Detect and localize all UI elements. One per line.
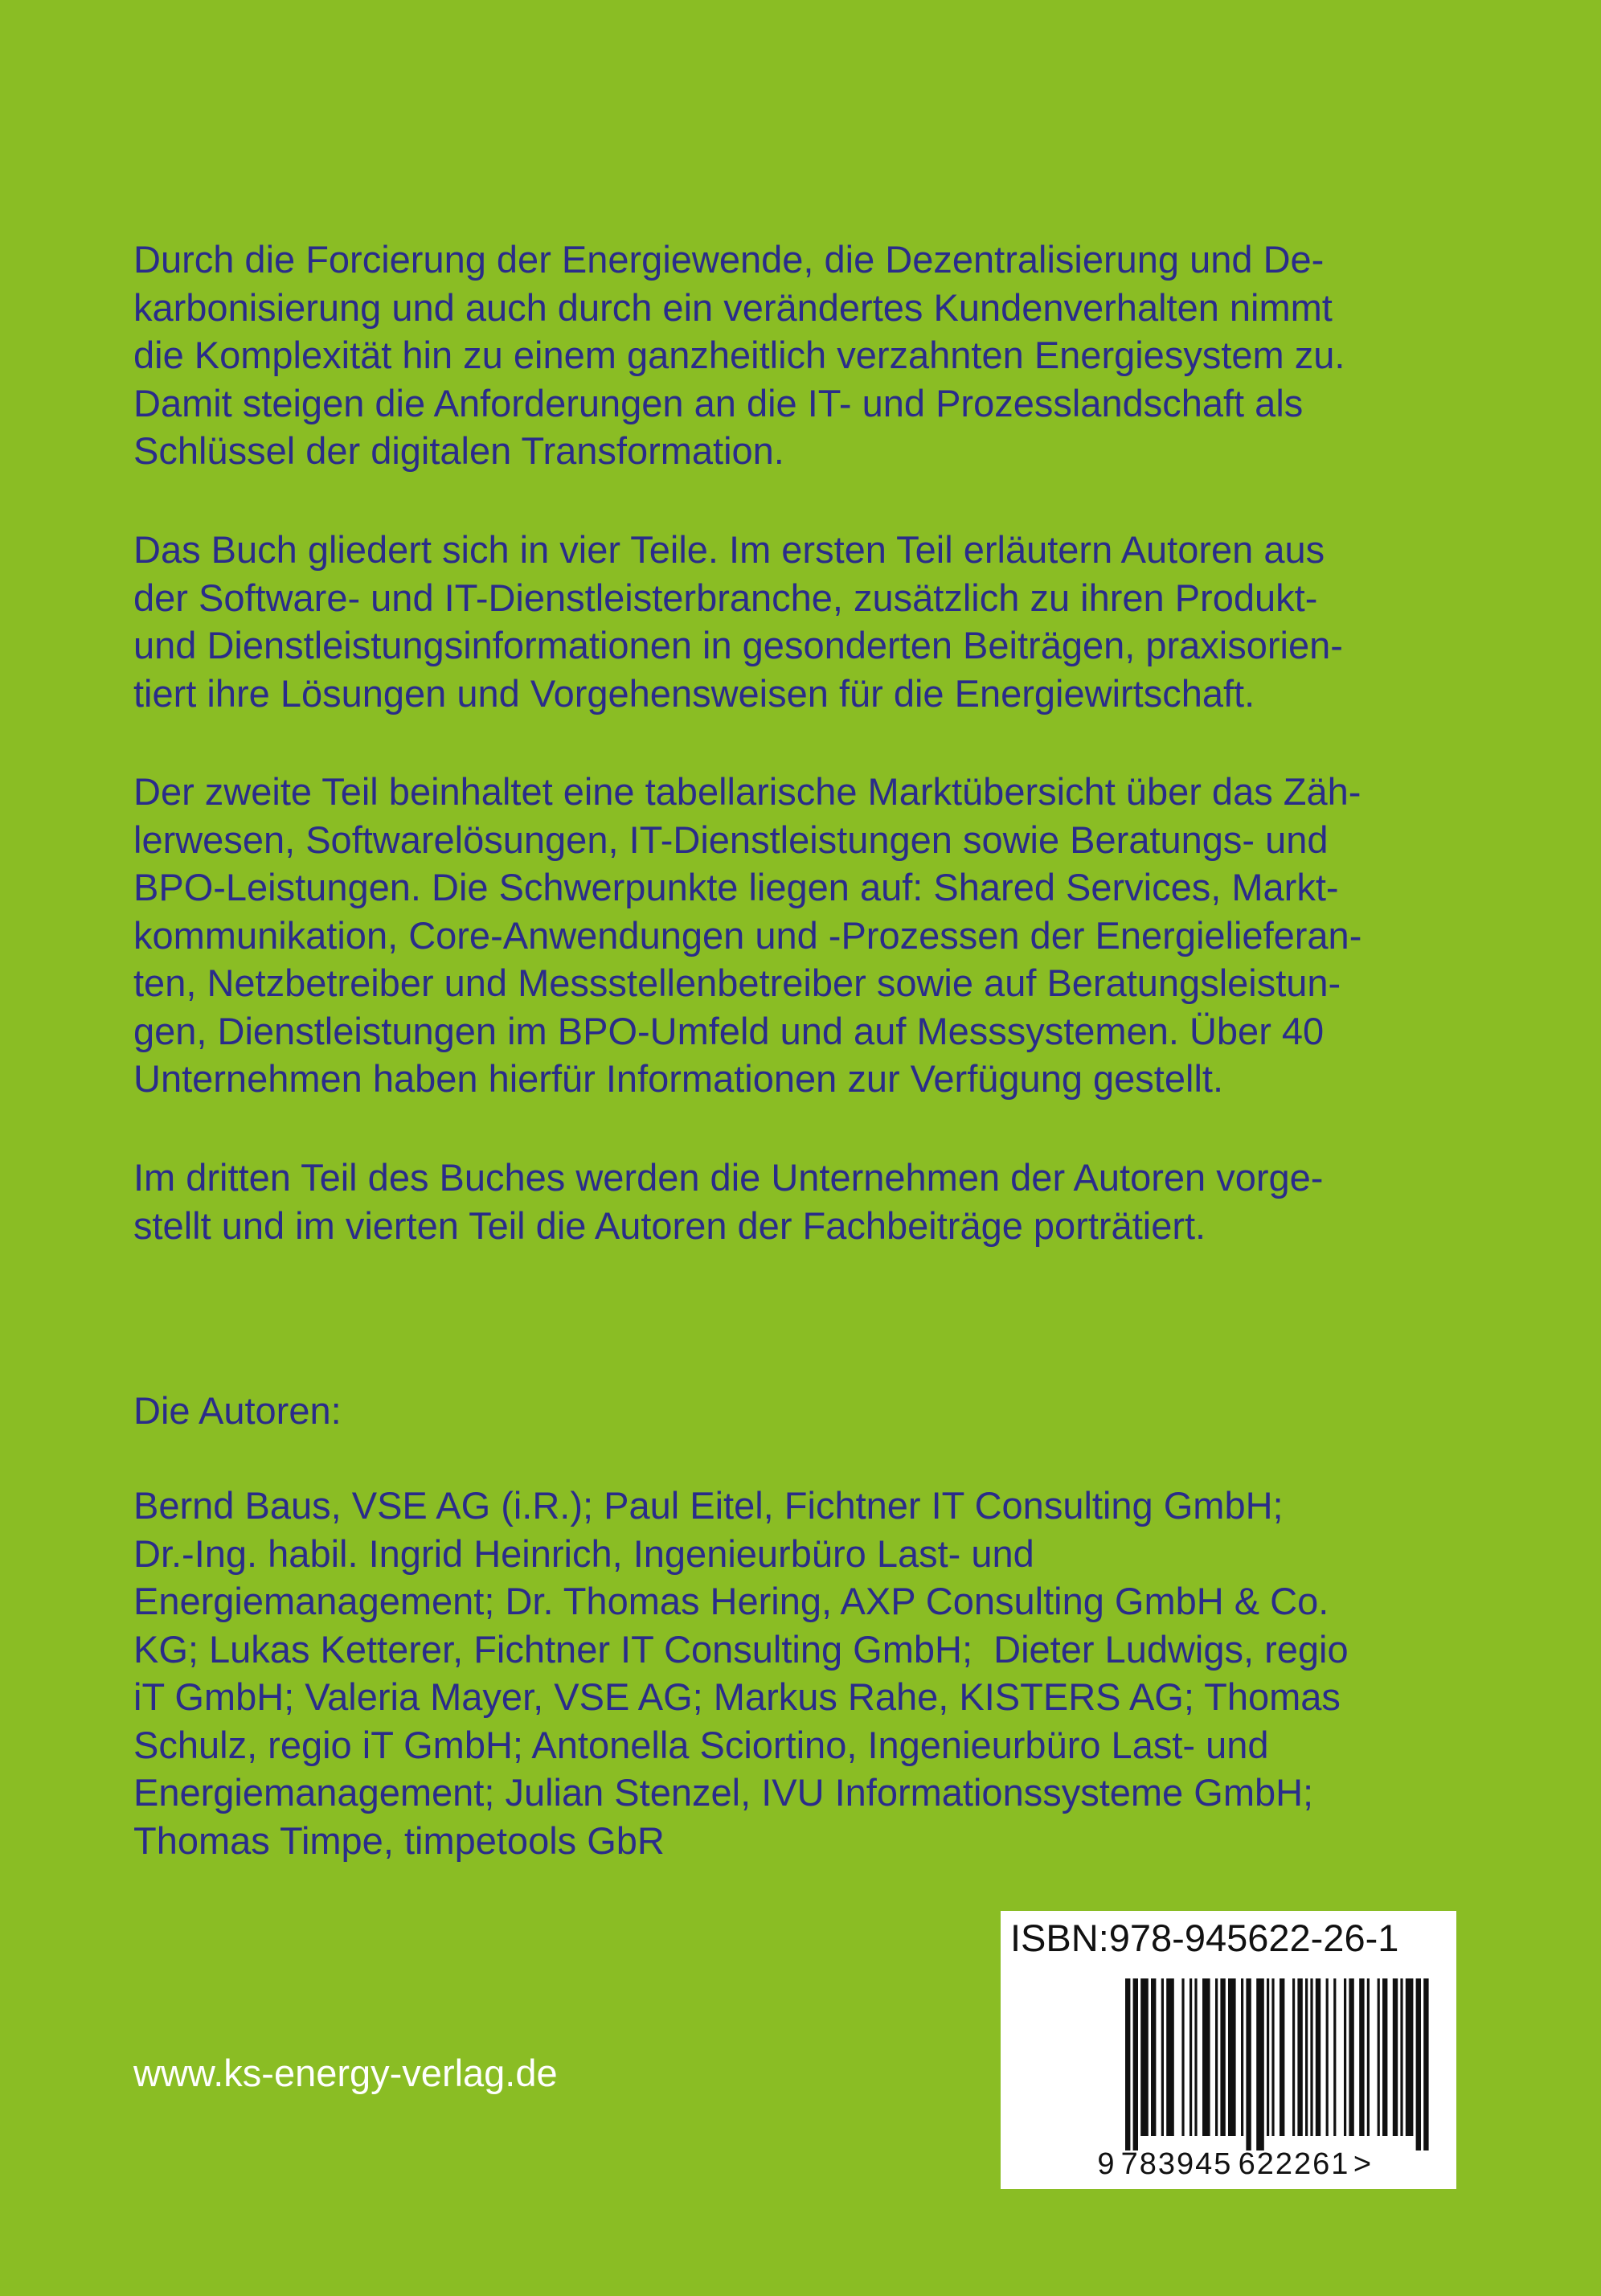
text-line: die Komplexität hin zu einem ganzheitlich verzahnten Energiesystem zu. bbox=[133, 334, 1345, 376]
barcode-bar bbox=[1326, 1978, 1329, 2136]
description-paragraph-4 bbox=[133, 1154, 1452, 1249]
text-line: ten, Netzbetreiber und Messstellenbetreiber sowie auf Beratungsleistun- bbox=[133, 961, 1341, 1004]
isbn-barcode-box bbox=[1001, 1911, 1456, 2189]
barcode-bar bbox=[1333, 1978, 1336, 2136]
publisher-website: www.ks-energy-verlag.de bbox=[133, 2052, 558, 2094]
barcode-bar bbox=[1310, 1978, 1312, 2136]
text-line: gen, Dienstleistungen im BPO-Umfeld und auf Messsystemen. Über 40 bbox=[133, 1009, 1325, 1052]
barcode-bar bbox=[1140, 1978, 1149, 2136]
barcode-icon bbox=[1001, 1911, 1456, 2189]
author-line: Thomas Timpe, timpetools GbR bbox=[133, 1818, 665, 1862]
authors-list bbox=[133, 1482, 1452, 1864]
barcode-bar bbox=[1181, 1978, 1184, 2136]
barcode-bar bbox=[1359, 1978, 1364, 2136]
text-line: lerwesen, Softwarelösungen, IT-Dienstleistungen sowie Beratungs- und bbox=[133, 818, 1329, 861]
text-line: Durch die Forcierung der Energiewende, die Dezentralisierung und De- bbox=[133, 238, 1325, 281]
text-line: stellt und im vierten Teil die Autoren der Fachbeiträge porträtiert. bbox=[133, 1203, 1206, 1247]
barcode-digits-right: 622261 bbox=[1238, 2147, 1350, 2181]
barcode-bar bbox=[1166, 1978, 1174, 2136]
authors-heading-text: Die Autoren: bbox=[133, 1389, 342, 1432]
text-line: karbonisierung und auch durch ein verändertes Kundenverhalten nimmt bbox=[133, 285, 1333, 329]
barcode-bar bbox=[1423, 1978, 1428, 2150]
author-line: Energiemanagement; Dr. Thomas Hering, AXP Consulting GmbH & Co. bbox=[133, 1580, 1329, 1622]
barcode-bar bbox=[1194, 1978, 1197, 2136]
barcode-bar bbox=[1241, 1978, 1243, 2136]
barcode-bar bbox=[1305, 1978, 1308, 2136]
barcode-bar bbox=[1220, 1978, 1225, 2136]
text-line: Schlüssel der digitalen Transformation. bbox=[133, 429, 784, 472]
text-line: tiert ihre Lösungen und Vorgehensweisen für die Energiewirtschaft. bbox=[133, 671, 1255, 715]
barcode-digit-first: 9 bbox=[1097, 2147, 1115, 2181]
barcode-bar bbox=[1393, 1978, 1398, 2136]
barcode-bar bbox=[1382, 1978, 1387, 2136]
text-line: Im dritten Teil des Buches werden die Unternehmen der Autoren vorge- bbox=[133, 1156, 1324, 1199]
barcode-bar bbox=[1161, 1978, 1164, 2136]
text-line: Damit steigen die Anforderungen an die IT- und Prozesslandschaft als bbox=[133, 381, 1304, 424]
barcode-bar bbox=[1189, 1978, 1192, 2136]
barcode-bar bbox=[1267, 1978, 1269, 2136]
text-line: Das Buch gliedert sich in vier Teile. Im ersten Teil erläutern Autoren aus bbox=[133, 528, 1325, 571]
author-line: iT GmbH; Valeria Mayer, VSE AG; Markus Rahe, KISTERS AG; Thomas bbox=[133, 1675, 1341, 1718]
barcode-bar bbox=[1151, 1978, 1156, 2136]
isbn-label: ISBN:978-945622-26-1 bbox=[1010, 1917, 1399, 1959]
description-paragraph-2 bbox=[133, 526, 1452, 717]
description-paragraph-1 bbox=[133, 236, 1452, 475]
text-line: der Software- und IT-Dienstleisterbranche, zusätzlich zu ihren Produkt- bbox=[133, 576, 1318, 619]
author-line: Energiemanagement; Julian Stenzel, IVU Informationssysteme GmbH; bbox=[133, 1771, 1314, 1814]
barcode-digits-left: 783945 bbox=[1120, 2147, 1233, 2181]
barcode-bar bbox=[1271, 1978, 1274, 2136]
barcode-quiet-mark: > bbox=[1353, 2147, 1372, 2181]
author-line: Bernd Baus, VSE AG (i.R.); Paul Eitel, Fichtner IT Consulting GmbH; bbox=[133, 1484, 1284, 1527]
author-line: Schulz, regio iT GmbH; Antonella Sciortino, Ingenieurbüro Last- und bbox=[133, 1723, 1269, 1766]
text-line: Der zweite Teil beinhaltet eine tabellarische Marktübersicht über das Zäh- bbox=[133, 770, 1361, 813]
barcode-bar bbox=[1400, 1978, 1402, 2136]
barcode-bar bbox=[1297, 1978, 1302, 2136]
barcode-bar bbox=[1215, 1978, 1218, 2136]
barcode-bar bbox=[1125, 1978, 1130, 2150]
authors-heading bbox=[133, 1387, 1452, 1435]
barcode-bar bbox=[1316, 1978, 1321, 2136]
barcode-bar bbox=[1416, 1978, 1421, 2150]
barcode-bar bbox=[1406, 1978, 1414, 2136]
barcode-bar bbox=[1292, 1978, 1295, 2136]
barcode-bar bbox=[1246, 1978, 1251, 2150]
barcode-bar bbox=[1349, 1978, 1353, 2136]
barcode-bar bbox=[1202, 1978, 1210, 2136]
barcode-bar bbox=[1344, 1978, 1346, 2136]
barcode-bar bbox=[1367, 1978, 1370, 2136]
text-line: Unternehmen haben hierfür Informationen zur Verfügung gestellt. bbox=[133, 1057, 1224, 1100]
barcode-bar bbox=[1228, 1978, 1236, 2136]
text-line: und Dienstleistungsinformationen in gesonderten Beiträgen, praxisorien- bbox=[133, 624, 1343, 666]
author-line: Dr.-Ing. habil. Ingrid Heinrich, Ingenieurbüro Last- und bbox=[133, 1531, 1034, 1575]
barcode-bars bbox=[1125, 1978, 1429, 2150]
author-line: KG; Lukas Ketterer, Fichtner IT Consulting GmbH; Dieter Ludwigs, regio bbox=[133, 1627, 1349, 1671]
description-paragraph-3 bbox=[133, 768, 1452, 1103]
barcode-bar bbox=[1256, 1978, 1264, 2150]
barcode-bar bbox=[1280, 1978, 1284, 2136]
barcode-bar bbox=[1133, 1978, 1138, 2150]
text-line: BPO-Leistungen. Die Schwerpunkte liegen auf: Shared Services, Markt- bbox=[133, 866, 1339, 908]
barcode-bar bbox=[1378, 1978, 1380, 2136]
text-line: kommunikation, Core-Anwendungen und -Prozessen der Energielieferan- bbox=[133, 913, 1362, 957]
